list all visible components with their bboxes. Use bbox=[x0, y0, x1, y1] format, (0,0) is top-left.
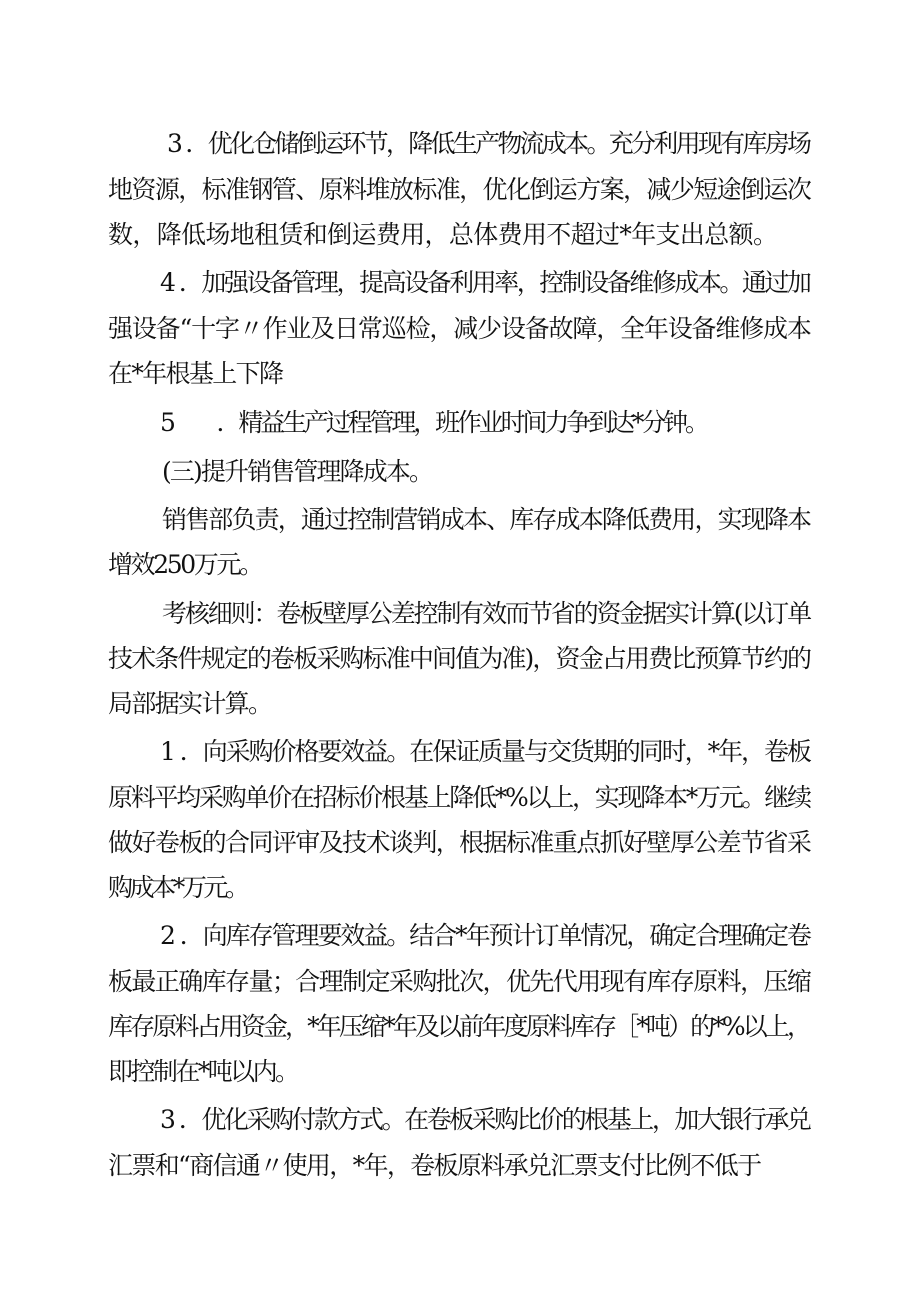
text-line-content: 板最正确库存量；合理制定采购批次，优先代用现有库存原料，压缩 bbox=[108, 967, 811, 996]
text-line-content: 地资源，标准钢管、原料堆放标准，优化倒运方案，减少短途倒运次 bbox=[108, 175, 811, 204]
text-line bbox=[0, 780, 920, 816]
text-line bbox=[0, 825, 920, 861]
text-line-content: 强设备“十字〃作业及日常巡检，减少设备故障，全年设备维修成本 bbox=[108, 314, 811, 343]
text-line bbox=[0, 641, 920, 677]
text-line-content: 销售部负责，通过控制营销成本、库存成本降低费用，实现降本 bbox=[162, 505, 811, 534]
text-line-content: 2 ．向库存管理要效益。结合*年预计订单情况，确定合理确定卷 bbox=[160, 921, 810, 950]
text-line bbox=[0, 870, 920, 906]
text-line-content: 局部据实计算。 bbox=[108, 689, 272, 718]
text-line bbox=[0, 356, 920, 392]
text-line-content: 购成本*万元。 bbox=[108, 873, 247, 902]
text-line bbox=[0, 596, 920, 632]
text-line-content: 考核细则：卷板壁厚公差控制有效而节省的资金据实计算(以订单 bbox=[162, 599, 810, 628]
text-line-content: 做好卷板的合同评审及技术谈判，根据标准重点抓好壁厚公差节省采 bbox=[108, 828, 811, 857]
text-line-content: 原料平均采购单价在招标价根基上降低*%以上，实现降本*万元。继续 bbox=[108, 783, 810, 812]
text-line bbox=[0, 547, 920, 583]
text-line-content: 3 ．优化采购付款方式。在卷板采购比价的根基上，加大银行承兑 bbox=[160, 1105, 810, 1134]
text-line bbox=[0, 311, 920, 347]
text-line bbox=[0, 1148, 920, 1184]
text-line bbox=[0, 918, 920, 954]
text-line bbox=[0, 502, 920, 538]
text-line-content: 4 ．加强设备管理，提高设备利用率，控制设备维修成本。通过加 bbox=[160, 268, 810, 297]
text-line-content: 即控制在*吨以内。 bbox=[108, 1057, 298, 1086]
text-line bbox=[0, 686, 920, 722]
text-line-content: 5 ．精益生产过程管理，班作业时间力争到达*分钟。 bbox=[160, 408, 707, 437]
text-line bbox=[0, 734, 920, 770]
text-line bbox=[0, 172, 920, 208]
text-line-content: 汇票和“商信通〃使用，*年，卷板原料承兑汇票支付比例不低于 bbox=[108, 1151, 761, 1180]
text-line bbox=[0, 454, 920, 490]
text-line bbox=[0, 1054, 920, 1090]
text-line-content: (三)提升销售管理降成本。 bbox=[162, 457, 433, 486]
text-line bbox=[0, 405, 920, 441]
text-line bbox=[0, 1102, 920, 1138]
text-line bbox=[0, 265, 920, 301]
text-line-content: 在*年根基上下降 bbox=[108, 359, 283, 388]
text-line-content: 1 ．向采购价格要效益。在保证质量与交货期的同时，*年，卷板 bbox=[160, 737, 810, 766]
text-line bbox=[0, 217, 920, 253]
text-line-content: 增效250万元。 bbox=[108, 550, 262, 579]
text-line bbox=[0, 126, 920, 162]
text-line-content: 数，降低场地租赁和倒运费用，总体费用不超过*年支出总额。 bbox=[108, 220, 778, 249]
text-line bbox=[0, 1009, 920, 1045]
text-line-content: 库存原料占用资金，*年压缩*年及以前年度原料库存［*吨）的*%以上， bbox=[108, 1012, 810, 1041]
text-line-content: 技术条件规定的卷板采购标准中间值为准)，资金占用费比预算节约的 bbox=[108, 644, 811, 673]
text-line bbox=[0, 964, 920, 1000]
text-line-content: 3 ．优化仓储倒运环节，降低生产物流成本。充分利用现有库房场 bbox=[167, 129, 810, 158]
